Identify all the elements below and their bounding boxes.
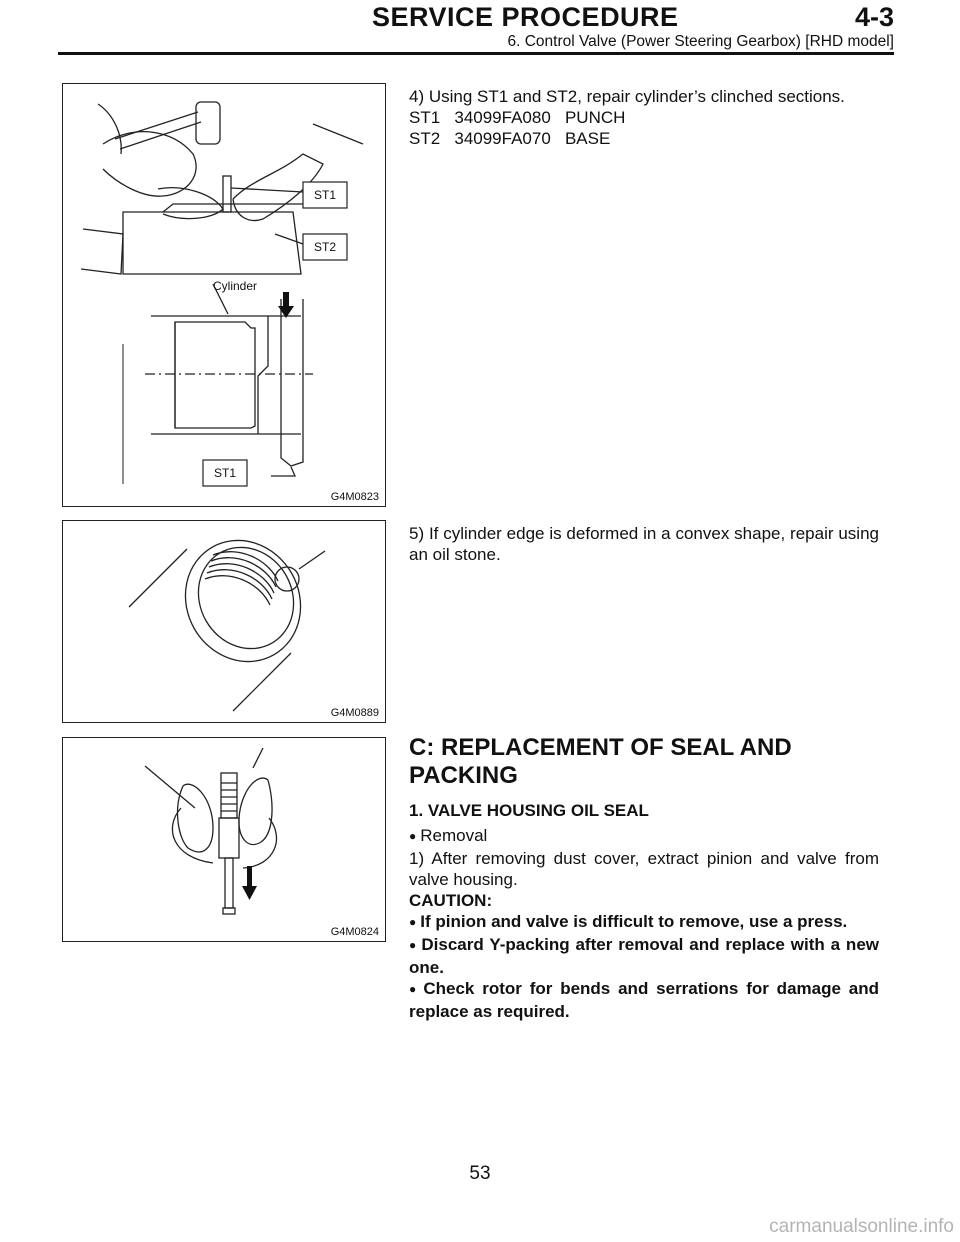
removal-label: ● Removal (409, 825, 879, 848)
section-c-block (409, 734, 879, 1022)
illustration-pinion-removal (63, 738, 385, 941)
tool-name: PUNCH (564, 108, 626, 127)
watermark: carmanualsonline.info (769, 1216, 954, 1237)
caution-item: ● Discard Y-packing after removal and replace with a new one. (409, 934, 879, 978)
tool-code: ST1 (409, 108, 441, 127)
caution-label: CAUTION: (409, 891, 493, 910)
label-st1-top: ST1 (313, 188, 337, 202)
caution-item: ● If pinion and valve is difficult to remove, use a press. (409, 911, 879, 934)
figure-g4m0889 (62, 520, 386, 723)
figure-caption: G4M0889 (330, 707, 379, 719)
figure-g4m0824 (62, 737, 386, 942)
section-code: 4-3 (854, 2, 894, 32)
step-5-text: 5) If cylinder edge is deformed in a convex shape, repair using an oil stone. (409, 524, 879, 564)
step-4-text: 4) Using ST1 and ST2, repair cylinder’s clinched sections. (409, 87, 845, 106)
tool-row-st1 (409, 107, 879, 128)
page-number: 53 (469, 1163, 491, 1184)
section-c-heading: C: REPLACEMENT OF SEAL AND PACKING (409, 734, 792, 789)
tool-row-st2 (409, 128, 879, 149)
header-title: SERVICE PROCEDURE (372, 2, 679, 32)
tool-part: 34099FA070 (454, 129, 551, 148)
header-subtitle: 6. Control Valve (Power Steering Gearbox) [RHD model] (507, 33, 894, 50)
header-rule (58, 52, 894, 55)
illustration-cylinder-edge (63, 521, 385, 722)
step-5-block (409, 523, 879, 565)
tool-name: BASE (564, 129, 611, 148)
caution-item: ● Check rotor for bends and serrations for damage and replace as required. (409, 978, 879, 1022)
tool-part: 34099FA080 (454, 108, 551, 127)
tool-code: ST2 (409, 129, 441, 148)
illustration-repair-clinch (63, 84, 385, 506)
label-st1-bottom: ST1 (213, 466, 237, 480)
figure-caption: G4M0824 (330, 926, 379, 938)
removal-step-1: 1) After removing dust cover, extract pinion and valve from valve housing. (409, 849, 879, 889)
step-4-block (409, 86, 879, 149)
page-header (58, 0, 894, 56)
label-cylinder: Cylinder (213, 279, 258, 293)
figure-g4m0823 (62, 83, 386, 507)
oil-seal-subheading: 1. VALVE HOUSING OIL SEAL (409, 801, 649, 820)
figure-caption: G4M0823 (330, 491, 379, 503)
label-st2: ST2 (313, 240, 337, 254)
